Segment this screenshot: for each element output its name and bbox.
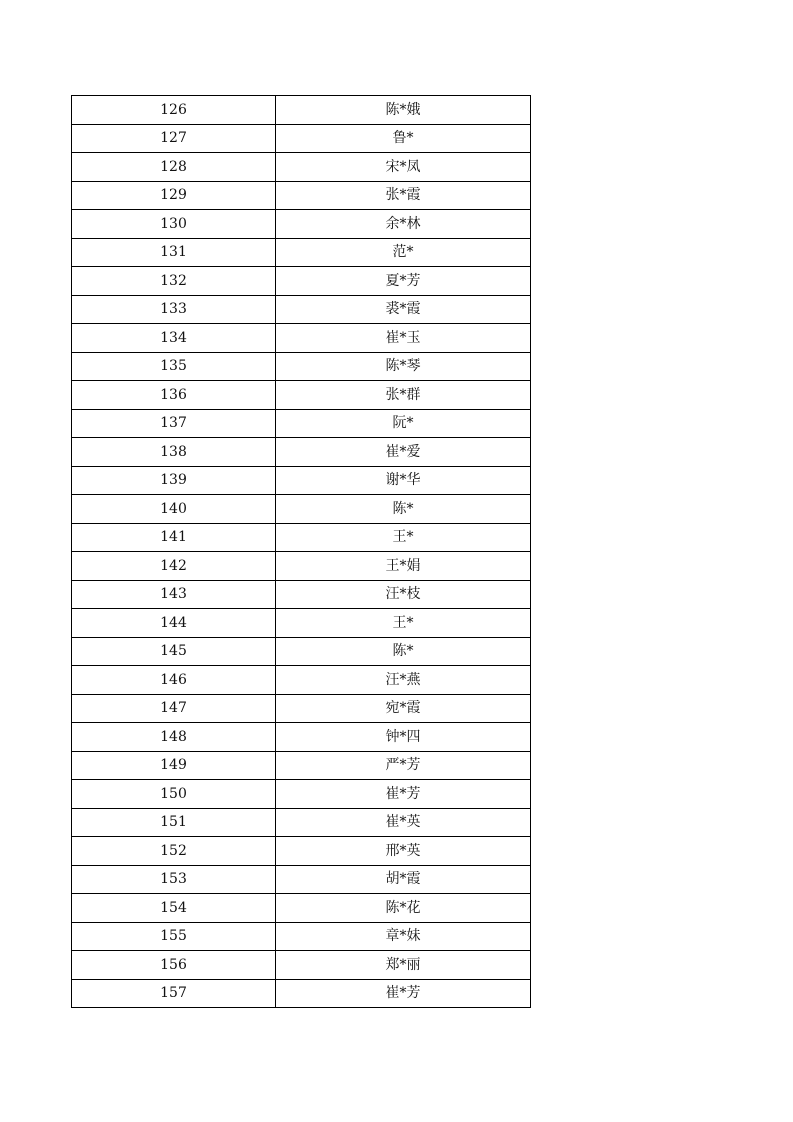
table-row [72, 837, 531, 866]
name-list-table [71, 95, 531, 1008]
row-number-cell: 144 [72, 609, 276, 638]
row-name-cell: 余*林 [276, 210, 531, 239]
table-row [72, 609, 531, 638]
row-name-cell: 宋*凤 [276, 153, 531, 182]
row-name-cell: 钟*四 [276, 723, 531, 752]
row-number-cell: 128 [72, 153, 276, 182]
row-number-cell: 151 [72, 808, 276, 837]
table-row [72, 466, 531, 495]
table-row [72, 552, 531, 581]
row-name-cell: 胡*霞 [276, 865, 531, 894]
table-row [72, 438, 531, 467]
row-name-cell: 章*妹 [276, 922, 531, 951]
row-number-cell: 148 [72, 723, 276, 752]
row-number-cell: 139 [72, 466, 276, 495]
table-row [72, 694, 531, 723]
table-row [72, 153, 531, 182]
row-name-cell: 王* [276, 523, 531, 552]
row-number-cell: 154 [72, 894, 276, 923]
table-body [72, 96, 531, 1008]
table-row [72, 96, 531, 125]
row-number-cell: 143 [72, 580, 276, 609]
table-row [72, 181, 531, 210]
row-name-cell: 汪*燕 [276, 666, 531, 695]
row-number-cell: 136 [72, 381, 276, 410]
row-name-cell: 陈*娥 [276, 96, 531, 125]
row-name-cell: 郑*丽 [276, 951, 531, 980]
table-row [72, 523, 531, 552]
table-row [72, 324, 531, 353]
row-name-cell: 崔*爱 [276, 438, 531, 467]
row-name-cell: 裘*霞 [276, 295, 531, 324]
table-row [72, 808, 531, 837]
row-number-cell: 152 [72, 837, 276, 866]
row-name-cell: 崔*芳 [276, 780, 531, 809]
row-name-cell: 张*霞 [276, 181, 531, 210]
row-number-cell: 132 [72, 267, 276, 296]
row-number-cell: 146 [72, 666, 276, 695]
row-name-cell: 宛*霞 [276, 694, 531, 723]
row-number-cell: 147 [72, 694, 276, 723]
table-row [72, 124, 531, 153]
row-number-cell: 157 [72, 979, 276, 1008]
row-number-cell: 156 [72, 951, 276, 980]
table-row [72, 751, 531, 780]
row-name-cell: 王*娟 [276, 552, 531, 581]
table-row [72, 295, 531, 324]
row-name-cell: 陈* [276, 495, 531, 524]
row-name-cell: 鲁* [276, 124, 531, 153]
row-name-cell: 汪*枝 [276, 580, 531, 609]
table-row [72, 409, 531, 438]
row-name-cell: 陈*琴 [276, 352, 531, 381]
row-name-cell: 王* [276, 609, 531, 638]
row-number-cell: 127 [72, 124, 276, 153]
row-number-cell: 137 [72, 409, 276, 438]
table-row [72, 352, 531, 381]
table-row [72, 780, 531, 809]
row-name-cell: 范* [276, 238, 531, 267]
row-number-cell: 134 [72, 324, 276, 353]
row-number-cell: 130 [72, 210, 276, 239]
row-number-cell: 133 [72, 295, 276, 324]
table-row [72, 637, 531, 666]
row-name-cell: 陈*花 [276, 894, 531, 923]
row-number-cell: 135 [72, 352, 276, 381]
row-number-cell: 131 [72, 238, 276, 267]
table-row [72, 666, 531, 695]
row-number-cell: 141 [72, 523, 276, 552]
table-row [72, 267, 531, 296]
table-row [72, 381, 531, 410]
row-name-cell: 谢*华 [276, 466, 531, 495]
row-number-cell: 138 [72, 438, 276, 467]
row-name-cell: 邢*英 [276, 837, 531, 866]
table-row [72, 894, 531, 923]
row-number-cell: 140 [72, 495, 276, 524]
row-number-cell: 150 [72, 780, 276, 809]
row-number-cell: 153 [72, 865, 276, 894]
table-row [72, 979, 531, 1008]
table-row [72, 922, 531, 951]
row-number-cell: 149 [72, 751, 276, 780]
row-number-cell: 129 [72, 181, 276, 210]
table-row [72, 210, 531, 239]
row-name-cell: 崔*玉 [276, 324, 531, 353]
row-name-cell: 陈* [276, 637, 531, 666]
row-name-cell: 夏*芳 [276, 267, 531, 296]
row-number-cell: 145 [72, 637, 276, 666]
row-name-cell: 严*芳 [276, 751, 531, 780]
table-row [72, 580, 531, 609]
row-number-cell: 126 [72, 96, 276, 125]
row-name-cell: 张*群 [276, 381, 531, 410]
table-row [72, 951, 531, 980]
row-name-cell: 崔*英 [276, 808, 531, 837]
table-row [72, 238, 531, 267]
table-row [72, 495, 531, 524]
table-row [72, 865, 531, 894]
row-number-cell: 155 [72, 922, 276, 951]
row-number-cell: 142 [72, 552, 276, 581]
row-name-cell: 阮* [276, 409, 531, 438]
row-name-cell: 崔*芳 [276, 979, 531, 1008]
table-row [72, 723, 531, 752]
